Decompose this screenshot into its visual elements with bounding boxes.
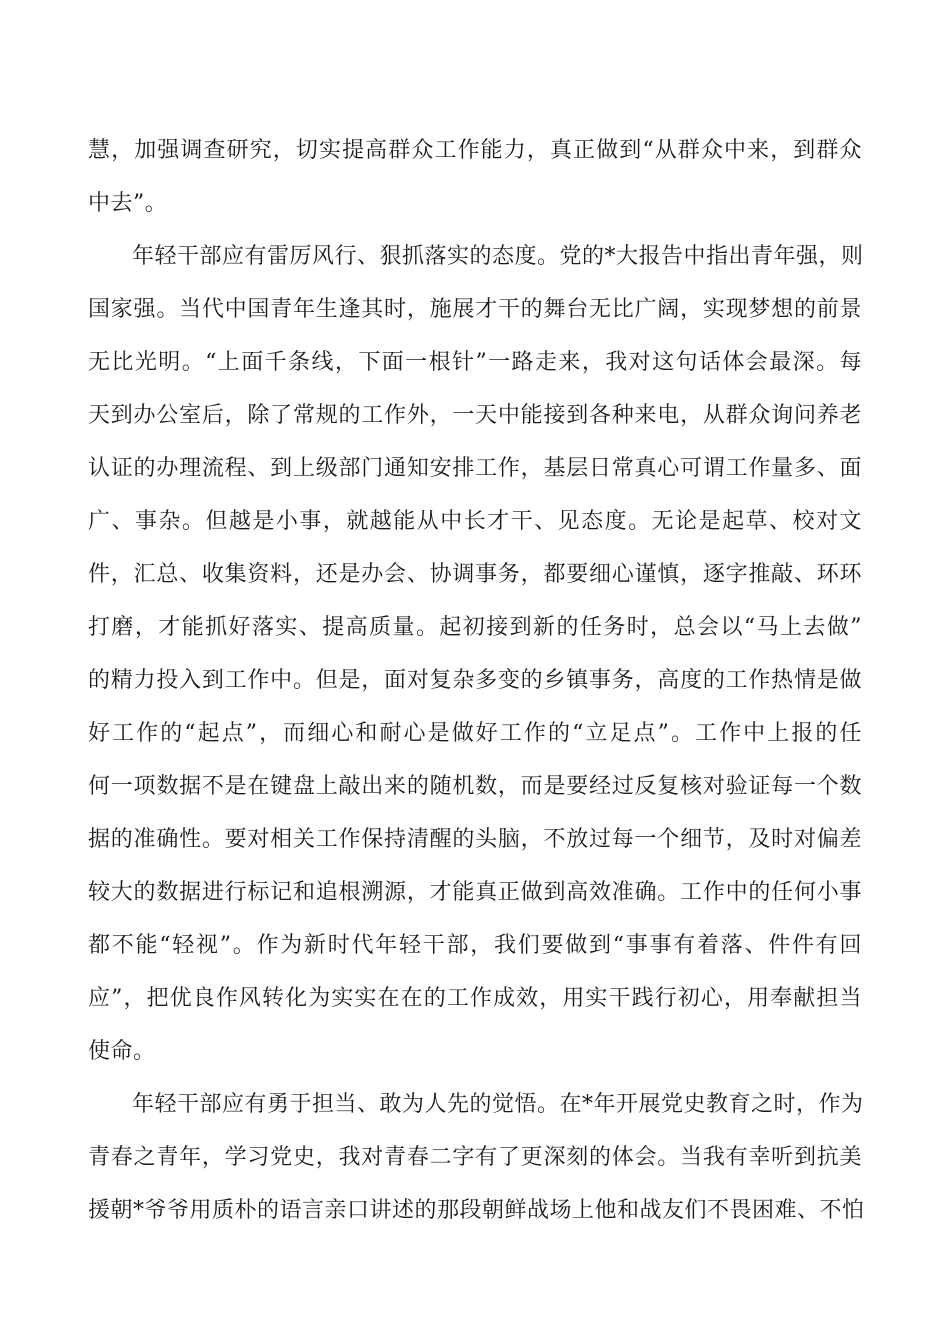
paragraph-1 [88,124,862,230]
text-line: 件，汇总、收集资料，还是办会、协调事务，都要细心谨慎，逐字推敲、环环 [88,562,862,587]
text-line: 慧，加强调查研究，切实提高群众工作能力，真正做到“从群众中来，到群众 [88,138,862,163]
text-line: 认证的办理流程、到上级部门通知安排工作，基层日常真心可谓工作量多、面 [88,456,862,481]
text-line: 援朝*爷爷用质朴的语言亲口讲述的那段朝鲜战场上他和战友们不畏困难、不怕 [88,1198,865,1223]
text-line: 国家强。当代中国青年生逢其时，施展才干的舞台无比广阔，实现梦想的前景 [88,297,862,322]
text-line: 据的准确性。要对相关工作保持清醒的头脑，不放过每一个细节，及时对偏差 [88,827,862,852]
text-line: 好工作的“起点”，而细心和耐心是做好工作的“立足点”。工作中上报的任 [88,721,862,746]
text-line: 使命。 [88,1039,156,1064]
text-line: 的精力投入到工作中。但是，面对复杂多变的乡镇事务，高度的工作热情是做 [88,668,862,693]
text-line: 较大的数据进行标记和追根溯源，才能真正做到高效准确。工作中的任何小事 [88,880,862,905]
text-line: 打磨，才能抓好落实、提高质量。起初接到新的任务时，总会以“马上去做” [88,615,862,640]
paragraph-2 [88,230,862,1078]
text-line: 年轻干部应有勇于担当、敢为人先的觉悟。在*年开展党史教育之时，作为 [132,1092,864,1117]
paragraph-3 [88,1078,865,1237]
text-line: 何一项数据不是在键盘上敲出来的随机数，而是要经过反复核对验证每一个数 [88,774,862,799]
text-line: 天到办公室后，除了常规的工作外，一天中能接到各种来电，从群众询问养老 [88,403,862,428]
text-line: 青春之青年，学习党史，我对青春二字有了更深刻的体会。当我有幸听到抗美 [88,1145,862,1170]
text-line: 都不能“轻视”。作为新时代年轻干部，我们要做到“事事有着落、件件有回 [88,933,862,958]
text-line: 中去”。 [88,191,168,216]
text-line: 广、事杂。但越是小事，就越能从中长才干、见态度。无论是起草、校对文 [88,509,862,534]
text-line: 年轻干部应有雷厉风行、狠抓落实的态度。党的*大报告中指出青年强，则 [132,244,864,269]
text-line: 无比光明。“上面千条线，下面一根针”一路走来，我对这句话体会最深。每 [88,350,862,375]
document-body [88,124,865,1237]
text-line: 应”，把优良作风转化为实实在在的工作成效，用实干践行初心，用奉献担当 [88,986,862,1011]
